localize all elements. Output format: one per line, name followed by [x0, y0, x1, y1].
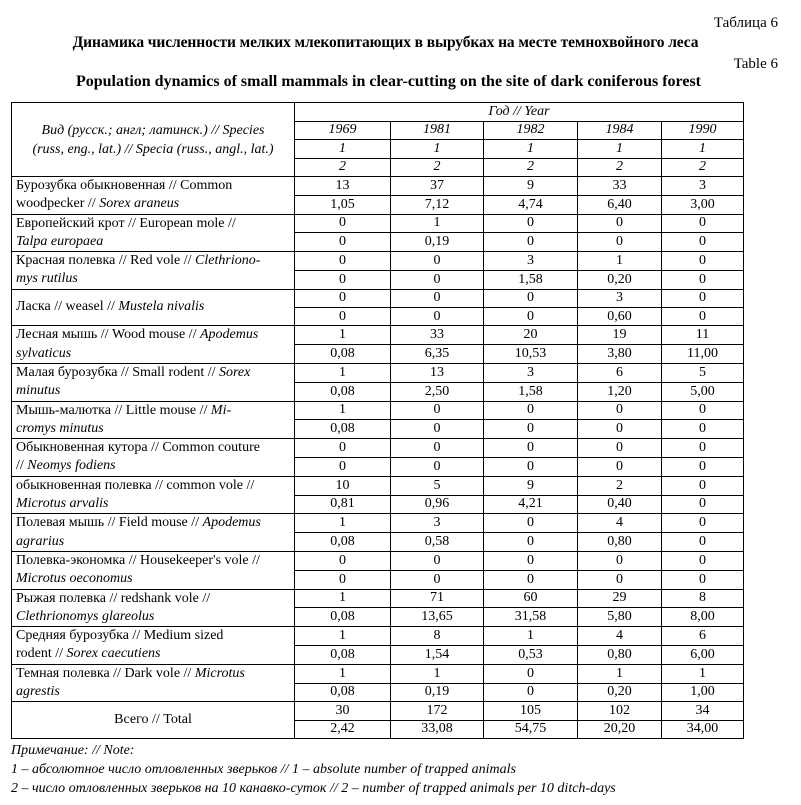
absolute-count-cell: 1 — [391, 214, 484, 233]
absolute-count-cell: 1 — [295, 664, 391, 683]
species-latin-name: Neomys fodiens — [27, 458, 116, 474]
absolute-count-cell: 3 — [484, 363, 578, 382]
species-name-cell — [12, 289, 295, 326]
table-row-absolute — [12, 627, 744, 646]
per-10-ditch-days-cell: 0 — [295, 308, 391, 326]
per-10-ditch-days-cell: 0,20 — [578, 270, 662, 289]
total-per-10-cell: 54,75 — [484, 720, 578, 738]
per-10-ditch-days-cell: 5,00 — [662, 382, 744, 401]
species-common-name: Полевая мышь // Field mouse // — [16, 515, 203, 531]
absolute-count-cell: 0 — [662, 439, 744, 458]
species-latin-name: agrarius — [16, 533, 65, 549]
per-10-ditch-days-cell: 1,58 — [484, 382, 578, 401]
species-name-line-2 — [16, 533, 290, 551]
per-10-ditch-days-cell: 0 — [578, 457, 662, 476]
species-name-line-1 — [16, 665, 290, 683]
table-row-absolute — [12, 252, 744, 271]
species-name-line-1 — [16, 252, 290, 270]
per-10-ditch-days-cell: 0,08 — [295, 683, 391, 702]
notes-heading: Примечание: // Note: — [11, 743, 135, 758]
per-10-ditch-days-cell: 13,65 — [391, 608, 484, 627]
species-common-name: rodent // — [16, 646, 67, 662]
absolute-count-cell: 10 — [295, 476, 391, 495]
per-10-ditch-days-cell: 0 — [662, 457, 744, 476]
per-10-ditch-days-cell: 0,20 — [578, 683, 662, 702]
species-name-line-1 — [16, 590, 290, 608]
absolute-count-cell: 0 — [662, 401, 744, 420]
index-1-cell: 1 — [662, 140, 744, 159]
table-header — [12, 103, 744, 177]
per-10-ditch-days-cell: 5,80 — [578, 608, 662, 627]
per-10-ditch-days-cell: 6,35 — [391, 345, 484, 364]
species-name-line-1 — [16, 326, 290, 344]
species-latin-name: Apodemus — [202, 515, 261, 531]
per-10-ditch-days-cell: 0,08 — [295, 645, 391, 664]
absolute-count-cell: 1 — [662, 664, 744, 683]
absolute-count-cell: 37 — [391, 177, 484, 196]
per-10-ditch-days-cell: 1,00 — [662, 683, 744, 702]
index-1-cell: 1 — [578, 140, 662, 159]
absolute-count-cell: 1 — [295, 326, 391, 345]
header-row-year-group — [12, 103, 744, 122]
species-common-name: Малая бурозубка // Small rodent // — [16, 364, 219, 380]
index-1-cell: 1 — [484, 140, 578, 159]
absolute-count-cell: 29 — [578, 589, 662, 608]
index-2-cell: 2 — [578, 158, 662, 177]
absolute-count-cell: 0 — [484, 214, 578, 233]
index-1-cell: 1 — [391, 140, 484, 159]
absolute-count-cell: 1 — [295, 363, 391, 382]
species-name-line-2 — [16, 420, 290, 438]
absolute-count-cell: 3 — [484, 252, 578, 271]
absolute-count-cell: 6 — [662, 627, 744, 646]
table-row-absolute — [12, 401, 744, 420]
table-row-absolute — [12, 439, 744, 458]
table-row-absolute — [12, 476, 744, 495]
total-per-10-cell: 34,00 — [662, 720, 744, 738]
per-10-ditch-days-cell: 0,81 — [295, 495, 391, 514]
species-latin-name: Microtus — [194, 665, 245, 681]
absolute-count-cell: 5 — [391, 476, 484, 495]
species-latin-name: Apodemus — [199, 327, 259, 343]
absolute-count-cell: 8 — [662, 589, 744, 608]
per-10-ditch-days-cell: 1,58 — [484, 270, 578, 289]
absolute-count-cell: 0 — [391, 401, 484, 420]
table-row-absolute — [12, 177, 744, 196]
absolute-count-cell: 1 — [295, 627, 391, 646]
species-latin-name: Clethriono- — [195, 253, 261, 269]
per-10-ditch-days-cell: 0,60 — [578, 308, 662, 326]
absolute-count-cell: 0 — [295, 439, 391, 458]
species-latin-name: Mi- — [210, 402, 232, 418]
absolute-count-cell: 0 — [662, 476, 744, 495]
species-latin-name: Talpa europaea — [16, 233, 104, 249]
species-name-cell — [12, 252, 295, 290]
absolute-count-cell: 0 — [578, 401, 662, 420]
absolute-count-cell: 1 — [391, 664, 484, 683]
per-10-ditch-days-cell: 0,80 — [578, 533, 662, 552]
table-row-absolute — [12, 326, 744, 345]
per-10-ditch-days-cell: 0 — [391, 420, 484, 439]
species-latin-name: Microtus oeconomus — [16, 571, 133, 587]
table-notes — [11, 741, 616, 798]
per-10-ditch-days-cell: 0 — [662, 420, 744, 439]
species-common-name: // — [16, 458, 28, 474]
species-name-line-2 — [16, 270, 290, 288]
per-10-ditch-days-cell: 0,08 — [295, 608, 391, 627]
per-10-ditch-days-cell: 4,74 — [484, 195, 578, 214]
absolute-count-cell: 8 — [391, 627, 484, 646]
per-10-ditch-days-cell: 0 — [295, 233, 391, 252]
per-10-ditch-days-cell: 31,58 — [484, 608, 578, 627]
species-name-cell — [12, 664, 295, 702]
species-column-header — [12, 103, 295, 177]
species-common-name: Красная полевка // Red vole // — [16, 253, 196, 269]
species-name-line-1 — [16, 627, 290, 645]
per-10-ditch-days-cell: 0 — [662, 270, 744, 289]
species-name-line-2 — [16, 457, 290, 475]
absolute-count-cell: 0 — [484, 514, 578, 533]
absolute-count-cell: 13 — [295, 177, 391, 196]
species-common-name: Темная полевка // Dark vole // — [16, 665, 195, 681]
species-common-name: Европейский крот // European mole // — [16, 215, 236, 231]
year-header-cell: 1982 — [484, 121, 578, 140]
species-latin-name: Microtus arvalis — [16, 496, 109, 512]
absolute-count-cell: 13 — [391, 363, 484, 382]
index-2-cell: 2 — [391, 158, 484, 177]
absolute-count-cell: 1 — [295, 589, 391, 608]
absolute-count-cell: 2 — [578, 476, 662, 495]
population-table — [11, 102, 744, 739]
absolute-count-cell: 0 — [662, 289, 744, 307]
index-2-cell: 2 — [295, 158, 391, 177]
species-name-cell — [12, 476, 295, 514]
absolute-count-cell: 0 — [578, 214, 662, 233]
absolute-count-cell: 1 — [484, 627, 578, 646]
absolute-count-cell: 0 — [295, 252, 391, 271]
total-absolute-cell: 30 — [295, 702, 391, 720]
species-name-line — [16, 298, 290, 316]
per-10-ditch-days-cell: 1,54 — [391, 645, 484, 664]
per-10-ditch-days-cell: 0,08 — [295, 420, 391, 439]
per-10-ditch-days-cell: 2,50 — [391, 382, 484, 401]
per-10-ditch-days-cell: 0 — [484, 308, 578, 326]
per-10-ditch-days-cell: 0 — [484, 233, 578, 252]
species-name-line-2 — [16, 495, 290, 513]
year-header-cell: 1981 — [391, 121, 484, 140]
per-10-ditch-days-cell: 6,00 — [662, 645, 744, 664]
per-10-ditch-days-cell: 0 — [578, 570, 662, 589]
per-10-ditch-days-cell: 0 — [578, 420, 662, 439]
absolute-count-cell: 3 — [391, 514, 484, 533]
per-10-ditch-days-cell: 0 — [391, 457, 484, 476]
per-10-ditch-days-cell: 0 — [391, 270, 484, 289]
absolute-count-cell: 0 — [391, 439, 484, 458]
absolute-count-cell: 0 — [391, 289, 484, 307]
per-10-ditch-days-cell: 0,53 — [484, 645, 578, 664]
species-name-line-1 — [16, 402, 290, 420]
absolute-count-cell: 0 — [662, 214, 744, 233]
year-header-cell: 1969 — [295, 121, 391, 140]
per-10-ditch-days-cell: 0 — [662, 533, 744, 552]
absolute-count-cell: 19 — [578, 326, 662, 345]
per-10-ditch-days-cell: 0 — [391, 308, 484, 326]
species-name-line-2 — [16, 233, 290, 251]
species-name-line-1 — [16, 177, 290, 195]
per-10-ditch-days-cell: 0 — [662, 233, 744, 252]
species-name-line-2 — [16, 382, 290, 400]
species-name-cell — [12, 627, 295, 665]
per-10-ditch-days-cell: 0,08 — [295, 382, 391, 401]
total-per-10-cell: 20,20 — [578, 720, 662, 738]
species-name-cell — [12, 589, 295, 627]
species-latin-name: Mustela nivalis — [118, 299, 205, 315]
species-common-name: Бурозубка обыкновенная // Common — [16, 178, 233, 193]
absolute-count-cell: 0 — [662, 252, 744, 271]
per-10-ditch-days-cell: 0 — [295, 270, 391, 289]
absolute-count-cell: 11 — [662, 326, 744, 345]
per-10-ditch-days-cell: 0,96 — [391, 495, 484, 514]
absolute-count-cell: 0 — [484, 439, 578, 458]
index-2-cell: 2 — [484, 158, 578, 177]
table-label-ru: Таблица 6 — [713, 15, 778, 31]
per-10-ditch-days-cell: 1,20 — [578, 382, 662, 401]
species-name-line-1 — [16, 477, 290, 495]
table-title-en — [0, 73, 801, 91]
table-row-absolute — [12, 363, 744, 382]
table-row-absolute — [12, 514, 744, 533]
species-name-line-1 — [16, 552, 290, 570]
species-name-cell — [12, 363, 295, 401]
table-row-absolute — [12, 664, 744, 683]
species-latin-name: sylvaticus — [16, 345, 72, 361]
per-10-ditch-days-cell: 7,12 — [391, 195, 484, 214]
species-name-cell — [12, 214, 295, 252]
per-10-ditch-days-cell: 0,08 — [295, 533, 391, 552]
per-10-ditch-days-cell: 0 — [295, 457, 391, 476]
absolute-count-cell: 0 — [391, 252, 484, 271]
table-title-ru-text: Динамика численности мелких млекопитающих в вырубках на месте темнохвойного леса — [72, 34, 699, 51]
per-10-ditch-days-cell: 8,00 — [662, 608, 744, 627]
absolute-count-cell: 3 — [578, 289, 662, 307]
notes-line-2: 2 – число отловленных зверьков на 10 канавко-суток // 2 – number of trapped animals per 10 ditch-days — [11, 781, 616, 796]
absolute-count-cell: 0 — [662, 551, 744, 570]
index-2-cell: 2 — [662, 158, 744, 177]
species-common-name: Средняя бурозубка // Medium sized — [16, 628, 224, 644]
absolute-count-cell: 1 — [578, 252, 662, 271]
species-name-line-1 — [16, 364, 290, 382]
species-name-cell — [12, 326, 295, 364]
per-10-ditch-days-cell: 0,19 — [391, 233, 484, 252]
absolute-count-cell: 33 — [578, 177, 662, 196]
species-name-line-2 — [16, 645, 290, 663]
species-common-name: Рыжая полевка // redshank vole // — [16, 590, 211, 606]
notes-line-1: 1 – абсолютное число отловленных зверьков // 1 – absolute number of trapped animals — [11, 762, 516, 777]
per-10-ditch-days-cell: 3,00 — [662, 195, 744, 214]
species-latin-name: cromys minutus — [16, 420, 104, 436]
per-10-ditch-days-cell: 0 — [662, 308, 744, 326]
per-10-ditch-days-cell: 0,80 — [578, 645, 662, 664]
species-common-name: woodpecker // — [16, 196, 100, 212]
table-title-ru — [0, 34, 801, 52]
index-1-cell: 1 — [295, 140, 391, 159]
absolute-count-cell: 1 — [295, 514, 391, 533]
total-row-absolute — [12, 702, 744, 720]
absolute-count-cell: 4 — [578, 627, 662, 646]
species-name-cell — [12, 551, 295, 589]
total-per-10-cell: 2,42 — [295, 720, 391, 738]
species-header-line1: Вид (русск.; англ; латинск.) // Species — [41, 122, 265, 138]
total-absolute-cell: 102 — [578, 702, 662, 720]
per-10-ditch-days-cell: 0,58 — [391, 533, 484, 552]
table-row-absolute — [12, 551, 744, 570]
per-10-ditch-days-cell: 0,19 — [391, 683, 484, 702]
per-10-ditch-days-cell: 0 — [484, 683, 578, 702]
absolute-count-cell: 0 — [484, 289, 578, 307]
species-common-name: Ласка // weasel // — [16, 299, 119, 315]
species-name-cell — [12, 401, 295, 439]
table-row-absolute — [12, 589, 744, 608]
year-group-header: Год // Year — [295, 103, 744, 122]
table-body — [12, 177, 744, 739]
species-name-cell — [12, 177, 295, 215]
absolute-count-cell: 0 — [484, 664, 578, 683]
species-name-line-2 — [16, 608, 290, 626]
per-10-ditch-days-cell: 0,08 — [295, 345, 391, 364]
per-10-ditch-days-cell: 10,53 — [484, 345, 578, 364]
absolute-count-cell: 20 — [484, 326, 578, 345]
species-latin-name: mys rutilus — [16, 271, 78, 287]
table-title-en-text: Population dynamics of small mammals in clear-cutting on the site of dark coniferous forest — [75, 73, 701, 90]
per-10-ditch-days-cell: 11,00 — [662, 345, 744, 364]
absolute-count-cell: 0 — [484, 551, 578, 570]
species-name-line-2 — [16, 570, 290, 588]
per-10-ditch-days-cell: 0 — [484, 570, 578, 589]
species-latin-name: Sorex — [219, 364, 251, 380]
per-10-ditch-days-cell: 6,40 — [578, 195, 662, 214]
species-common-name: Обыкновенная кутора // Common couture — [16, 440, 260, 456]
per-10-ditch-days-cell: 3,80 — [578, 345, 662, 364]
total-label: Всего // Total — [12, 702, 295, 739]
absolute-count-cell: 0 — [391, 551, 484, 570]
per-10-ditch-days-cell: 0 — [391, 570, 484, 589]
absolute-count-cell: 1 — [295, 401, 391, 420]
species-latin-name: Clethrionomys glareolus — [16, 608, 155, 624]
absolute-count-cell: 6 — [578, 363, 662, 382]
per-10-ditch-days-cell: 0 — [484, 457, 578, 476]
total-absolute-cell: 172 — [391, 702, 484, 720]
species-name-line-2 — [16, 345, 290, 363]
year-header-cell: 1984 — [578, 121, 662, 140]
species-latin-name: agrestis — [16, 684, 60, 700]
total-absolute-cell: 34 — [662, 702, 744, 720]
species-name-line-1 — [16, 215, 290, 233]
species-common-name: обыкновенная полевка // common vole // — [16, 477, 255, 493]
table-label-en: Table 6 — [733, 56, 778, 72]
species-name-cell — [12, 514, 295, 552]
absolute-count-cell: 0 — [484, 401, 578, 420]
species-latin-name: Sorex araneus — [99, 196, 180, 212]
absolute-count-cell: 1 — [578, 664, 662, 683]
table-row-absolute — [12, 214, 744, 233]
species-header-line2: (russ, eng., lat.) // Specia (russ., angl., lat.) — [32, 141, 274, 157]
per-10-ditch-days-cell: 1,05 — [295, 195, 391, 214]
species-name-cell — [12, 439, 295, 477]
absolute-count-cell: 0 — [662, 514, 744, 533]
species-latin-name: Sorex caecutiens — [66, 646, 161, 662]
absolute-count-cell: 9 — [484, 476, 578, 495]
per-10-ditch-days-cell: 0 — [578, 233, 662, 252]
total-absolute-cell: 105 — [484, 702, 578, 720]
table-row-absolute — [12, 289, 744, 307]
absolute-count-cell: 0 — [295, 551, 391, 570]
per-10-ditch-days-cell: 0 — [662, 495, 744, 514]
year-header-cell: 1990 — [662, 121, 744, 140]
absolute-count-cell: 60 — [484, 589, 578, 608]
absolute-count-cell: 0 — [578, 551, 662, 570]
per-10-ditch-days-cell: 0 — [484, 533, 578, 552]
species-name-line-2 — [16, 683, 290, 701]
total-per-10-cell: 33,08 — [391, 720, 484, 738]
species-common-name: Полевка-экономка // Housekeeper's vole // — [16, 552, 260, 568]
absolute-count-cell: 33 — [391, 326, 484, 345]
species-common-name: Лесная мышь // Wood mouse // — [16, 327, 200, 343]
absolute-count-cell: 3 — [662, 177, 744, 196]
species-name-line-2 — [16, 195, 290, 213]
absolute-count-cell: 0 — [295, 289, 391, 307]
species-common-name: Мышь-малютка // Little mouse // — [16, 402, 211, 418]
absolute-count-cell: 9 — [484, 177, 578, 196]
absolute-count-cell: 0 — [578, 439, 662, 458]
per-10-ditch-days-cell: 0 — [662, 570, 744, 589]
species-latin-name: minutus — [16, 383, 61, 399]
per-10-ditch-days-cell: 0 — [295, 570, 391, 589]
per-10-ditch-days-cell: 4,21 — [484, 495, 578, 514]
species-name-line-1 — [16, 439, 290, 457]
per-10-ditch-days-cell: 0 — [484, 420, 578, 439]
per-10-ditch-days-cell: 0,40 — [578, 495, 662, 514]
absolute-count-cell: 71 — [391, 589, 484, 608]
absolute-count-cell: 0 — [295, 214, 391, 233]
species-name-line-1 — [16, 514, 290, 532]
absolute-count-cell: 4 — [578, 514, 662, 533]
absolute-count-cell: 5 — [662, 363, 744, 382]
